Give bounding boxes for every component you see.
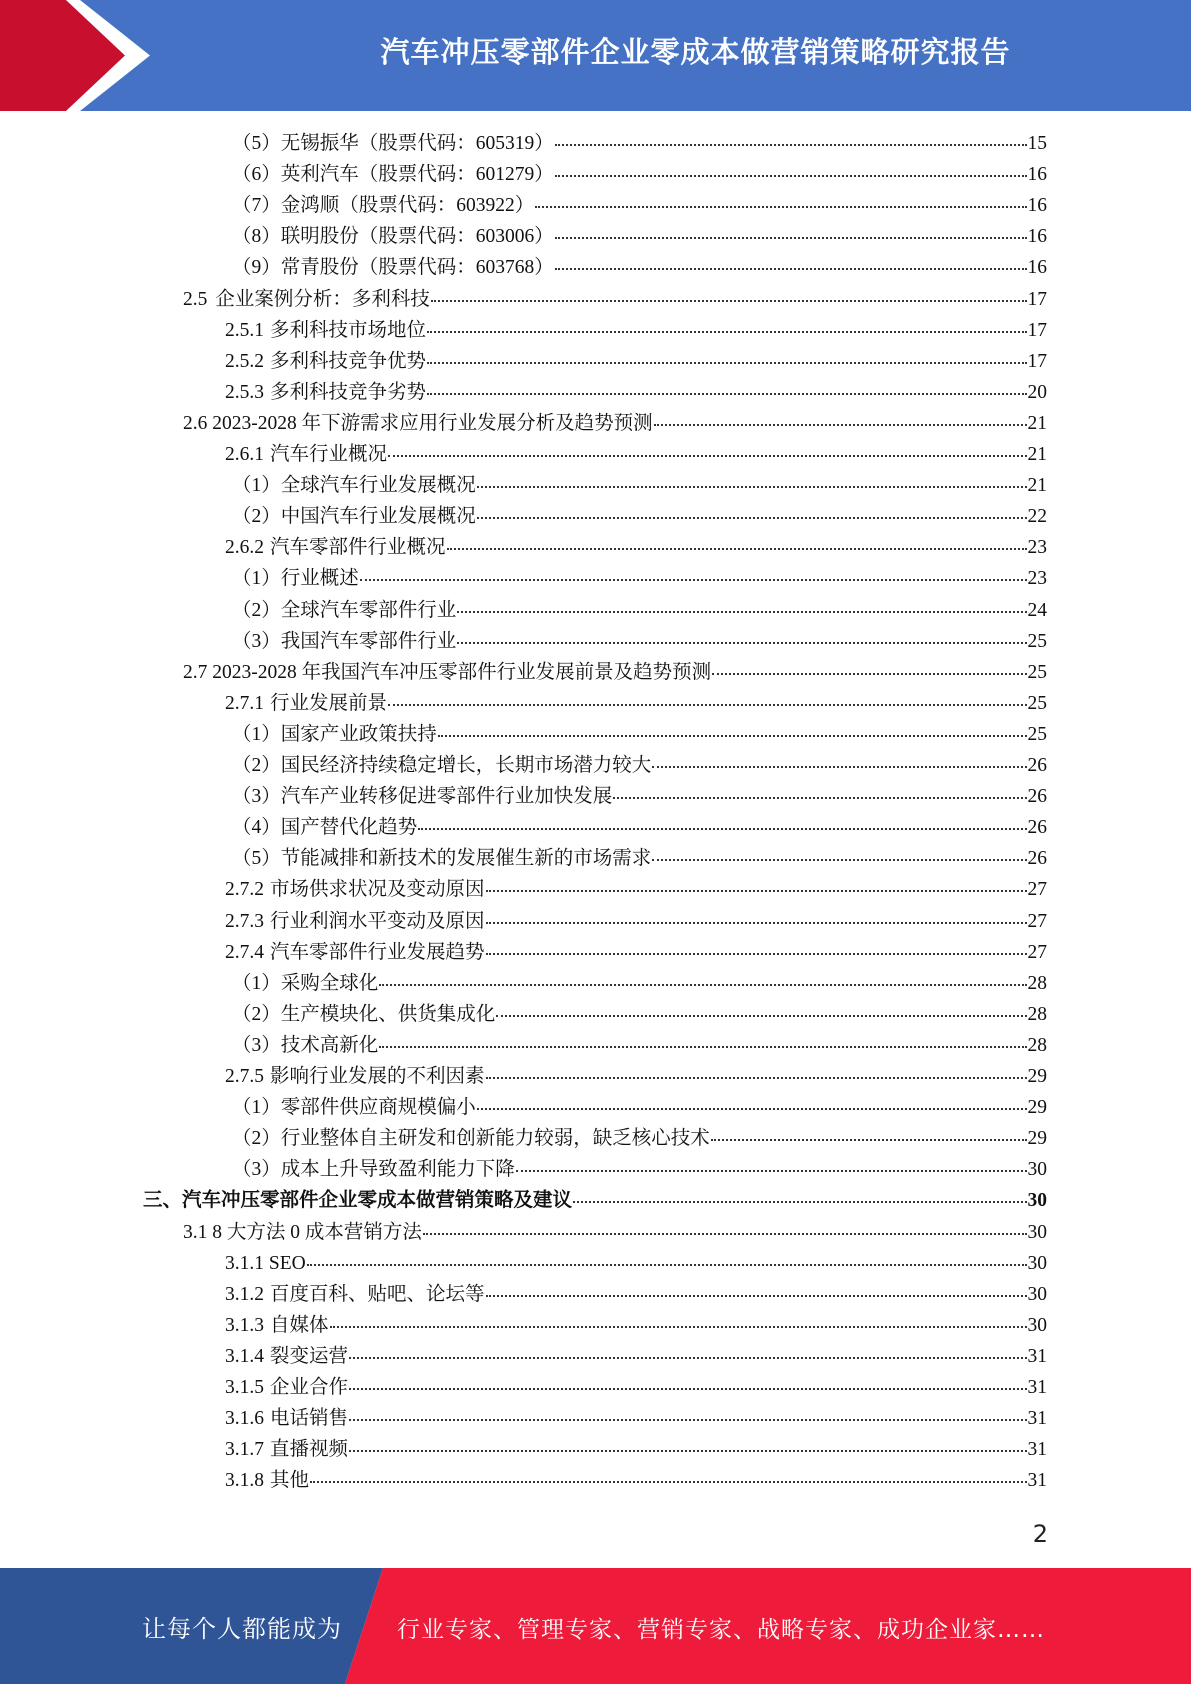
toc-entry-label: （5）节能减排和新技术的发展催生新的市场需求 <box>232 848 652 870</box>
toc-dot-leader <box>535 206 1026 208</box>
toc-dot-leader <box>349 1419 1026 1421</box>
toc-entry-page: 17 <box>1027 288 1047 310</box>
toc-entry-page: 23 <box>1027 537 1047 559</box>
toc-dot-leader <box>379 984 1026 986</box>
toc-entry-page: 16 <box>1027 164 1047 186</box>
toc-entry-page: 26 <box>1027 755 1047 776</box>
toc-dot-leader <box>423 1233 1027 1235</box>
toc-entry-label: （5）无锡振华（股票代码：605319） <box>232 133 554 154</box>
toc-entry[interactable] <box>225 937 1047 968</box>
toc-entry-label: 多利科技竞争优势 <box>270 350 427 372</box>
toc-entry-label: （1）零部件供应商规模偏小 <box>232 1097 476 1119</box>
toc-entry-page: 17 <box>1027 350 1047 372</box>
toc-dot-leader <box>438 735 1027 737</box>
toc-entry[interactable] <box>232 750 1047 781</box>
toc-dot-leader <box>457 611 1026 613</box>
toc-dot-leader <box>486 1295 1027 1297</box>
toc-entry-label: （2）行业整体自主研发和创新能力较弱，缺乏核心技术 <box>232 1128 710 1150</box>
toc-entry[interactable] <box>225 439 1047 470</box>
toc-dot-leader <box>516 1170 1027 1172</box>
toc-entry-page: 29 <box>1027 1066 1047 1087</box>
toc-entry-label: （3）汽车产业转移促进零部件行业加快发展 <box>232 786 613 808</box>
toc-entry-label: 直播视频 <box>270 1439 349 1461</box>
toc-dot-leader <box>477 517 1027 519</box>
toc-entry-label: 自媒体 <box>270 1314 329 1336</box>
toc-entry-page: 21 <box>1027 444 1047 465</box>
toc-entry[interactable] <box>232 719 1047 750</box>
header-chevron-icon <box>0 0 160 111</box>
toc-dot-leader <box>711 1139 1027 1141</box>
toc-entry[interactable] <box>183 408 1047 439</box>
toc-entry-number: 3.1.8 <box>225 1470 264 1492</box>
toc-entry[interactable] <box>232 501 1047 532</box>
toc-entry-page: 17 <box>1027 319 1047 341</box>
toc-entry-page: 31 <box>1027 1439 1047 1461</box>
toc-dot-leader <box>349 1388 1026 1390</box>
toc-entry-number: 2.5.2 <box>225 350 264 372</box>
toc-entry[interactable] <box>232 1030 1047 1061</box>
toc-dot-leader <box>486 953 1027 955</box>
toc-entry[interactable] <box>225 315 1047 346</box>
toc-dot-leader <box>427 331 1026 333</box>
toc-entry[interactable] <box>232 470 1047 501</box>
toc-entry-page: 25 <box>1027 630 1047 652</box>
toc-dot-leader <box>418 828 1026 830</box>
toc-entry-page: 30 <box>1027 1221 1047 1243</box>
toc-dot-leader <box>360 579 1027 581</box>
toc-entry-page: 30 <box>1027 1190 1047 1212</box>
toc-dot-leader <box>712 673 1026 675</box>
toc-dot-leader <box>307 1264 1027 1266</box>
toc-entry-label: （2）国民经济持续稳定增长，长期市场潜力较大 <box>232 755 652 776</box>
toc-entry-label: （3）我国汽车零部件行业 <box>232 630 457 652</box>
footer-slogan-left: 让每个人都能成为 <box>142 1615 342 1643</box>
toc-entry-label: 三、汽车冲压零部件企业零成本做营销策略及建议 <box>143 1190 573 1212</box>
toc-entry[interactable] <box>232 1092 1047 1123</box>
toc-entry-page: 24 <box>1027 599 1047 621</box>
toc-entry[interactable] <box>225 346 1047 377</box>
toc-entry-label: 3.1.1 SEO <box>225 1252 306 1274</box>
toc-entry-label: 市场供求状况及变动原因 <box>270 879 485 901</box>
toc-entry-page: 25 <box>1027 723 1047 745</box>
toc-entry[interactable] <box>225 906 1047 937</box>
toc-entry-page: 25 <box>1027 661 1047 683</box>
toc-entry-number: 3.1.3 <box>225 1314 264 1336</box>
toc-entry[interactable] <box>225 1061 1047 1092</box>
toc-entry-number: 3.1.6 <box>225 1408 264 1430</box>
toc-entry-page: 26 <box>1027 786 1047 808</box>
toc-entry[interactable] <box>183 1217 1047 1248</box>
toc-entry-label: 行业发展前景 <box>270 692 388 714</box>
toc-entry-number: 3.1.4 <box>225 1345 264 1367</box>
toc-entry-page: 30 <box>1027 1252 1047 1274</box>
toc-entry-page: 29 <box>1027 1128 1047 1150</box>
toc-dot-leader <box>555 144 1027 146</box>
toc-entry-label: 多利科技市场地位 <box>270 319 427 341</box>
toc-entry-page: 27 <box>1027 910 1047 932</box>
toc-entry-page: 31 <box>1027 1345 1047 1367</box>
toc-entry-label: （2）中国汽车行业发展概况 <box>232 506 476 528</box>
toc-dot-leader <box>652 766 1026 768</box>
toc-entry[interactable] <box>232 221 1047 252</box>
toc-entry-label: （3）成本上升导致盈利能力下降 <box>232 1159 515 1181</box>
footer-band <box>0 1568 1191 1684</box>
toc-entry-label: 行业利润水平变动及原因 <box>270 910 485 932</box>
toc-entry[interactable] <box>143 1185 1047 1216</box>
toc-dot-leader <box>349 1450 1026 1452</box>
toc-entry-label: 其他 <box>270 1470 310 1492</box>
toc-dot-leader <box>496 1015 1026 1017</box>
toc-entry-page: 27 <box>1027 879 1047 901</box>
toc-entry-page: 29 <box>1027 1097 1047 1119</box>
toc-entry-number: 2.7.1 <box>225 692 264 714</box>
toc-entry[interactable] <box>225 1372 1047 1403</box>
toc-entry-label: （4）国产替代化趋势 <box>232 817 418 839</box>
toc-entry-label: 汽车行业概况 <box>270 444 388 465</box>
header-band <box>0 0 1191 111</box>
toc-entry[interactable] <box>232 1123 1047 1154</box>
toc-entry-label: （1）国家产业政策扶持 <box>232 723 437 745</box>
toc-entry[interactable] <box>225 1248 1047 1279</box>
toc-entry[interactable] <box>225 1310 1047 1341</box>
toc-entry-label: （3）技术高新化 <box>232 1034 379 1056</box>
toc-entry-label: 2.6 2023-2028 年下游需求应用行业发展分析及趋势预测 <box>183 412 653 434</box>
toc-entry-page: 31 <box>1027 1470 1047 1492</box>
toc-entry-label: 汽车零部件行业发展趋势 <box>270 941 485 963</box>
toc-entry[interactable] <box>232 999 1047 1030</box>
document-title: 汽车冲压零部件企业零成本做营销策略研究报告 <box>380 35 1011 69</box>
toc-entry-label: 多利科技竞争劣势 <box>270 381 427 403</box>
toc-entry-label: （6）英利汽车（股票代码：601279） <box>232 164 554 186</box>
toc-entry[interactable] <box>232 843 1047 874</box>
toc-entry[interactable] <box>225 377 1047 408</box>
toc-dot-leader <box>447 548 1027 550</box>
toc-entry[interactable] <box>232 1154 1047 1185</box>
toc-dot-leader <box>652 859 1026 861</box>
toc-dot-leader <box>555 268 1027 270</box>
toc-entry-number: 2.5.3 <box>225 381 264 403</box>
toc-entry[interactable] <box>232 812 1047 843</box>
toc-entry-label: （8）联明股份（股票代码：603006） <box>232 226 554 248</box>
toc-entry-label: （9）常青股份（股票代码：603768） <box>232 257 554 279</box>
toc-entry-page: 20 <box>1027 381 1047 403</box>
toc-entry[interactable] <box>225 532 1047 563</box>
toc-entry[interactable] <box>232 563 1047 594</box>
toc-entry-page: 28 <box>1027 1003 1047 1025</box>
toc-entry-label: （1）采购全球化 <box>232 972 379 994</box>
toc-entry-page: 21 <box>1027 412 1047 434</box>
toc-entry-label: （2）全球汽车零部件行业 <box>232 599 457 621</box>
toc-entry-label: 电话销售 <box>270 1408 349 1430</box>
toc-dot-leader <box>486 1077 1027 1079</box>
toc-entry[interactable] <box>225 1434 1047 1465</box>
toc-entry-page: 30 <box>1027 1283 1047 1305</box>
toc-entry-page: 31 <box>1027 1377 1047 1398</box>
toc-entry-page: 31 <box>1027 1408 1047 1430</box>
toc-entry-page: 16 <box>1027 195 1047 217</box>
toc-entry-number: 2.5.1 <box>225 319 264 341</box>
toc-entry-label: 汽车零部件行业概况 <box>270 537 446 559</box>
toc-dot-leader <box>388 455 1026 457</box>
toc-entry[interactable] <box>225 874 1047 905</box>
toc-entry[interactable] <box>232 595 1047 626</box>
toc-dot-leader <box>555 175 1027 177</box>
toc-dot-leader <box>573 1201 1026 1203</box>
toc-dot-leader <box>654 424 1027 426</box>
toc-entry-page: 27 <box>1027 941 1047 963</box>
toc-entry[interactable] <box>225 1465 1047 1496</box>
toc-entry-page: 25 <box>1027 692 1047 714</box>
toc-entry[interactable] <box>232 190 1047 221</box>
toc-dot-leader <box>310 1481 1026 1483</box>
toc-entry-number: 2.7.3 <box>225 910 264 932</box>
toc-entry-number: 2.5 <box>183 288 208 310</box>
toc-dot-leader <box>427 393 1026 395</box>
toc-entry-number: 3.1.2 <box>225 1283 264 1305</box>
toc-entry-label: 百度百科、贴吧、论坛等 <box>270 1283 485 1305</box>
toc-entry-number: 3.1.5 <box>225 1377 264 1398</box>
toc-entry-label: 3.1 8 大方法 0 成本营销方法 <box>183 1221 422 1243</box>
toc-entry-page: 26 <box>1027 817 1047 839</box>
toc-entry[interactable] <box>225 1341 1047 1372</box>
footer-slogan-right: 行业专家、管理专家、营销专家、战略专家、成功企业家…… <box>397 1617 1045 1643</box>
toc-entry-label: 企业合作 <box>270 1377 349 1398</box>
toc-dot-leader <box>427 362 1026 364</box>
toc-dot-leader <box>486 922 1027 924</box>
page-number: 2 <box>1032 1520 1048 1548</box>
toc-entry-label: 裂变运营 <box>270 1345 349 1367</box>
toc-entry-number: 3.1.7 <box>225 1439 264 1461</box>
toc-entry-number: 2.6.1 <box>225 444 264 465</box>
toc-entry-label: 企业案例分析：多利科技 <box>215 288 430 310</box>
toc-dot-leader <box>486 890 1027 892</box>
toc-entry-page: 16 <box>1027 226 1047 248</box>
toc-dot-leader <box>379 1046 1026 1048</box>
toc-entry-page: 23 <box>1027 568 1047 590</box>
toc-entry-number: 2.7.2 <box>225 879 264 901</box>
toc-entry-label: （1）行业概述 <box>232 568 359 590</box>
toc-dot-leader <box>457 642 1026 644</box>
toc-entry[interactable] <box>225 1279 1047 1310</box>
toc-entry-label: （2）生产模块化、供货集成化 <box>232 1003 496 1025</box>
toc-dot-leader <box>431 300 1027 302</box>
toc-entry[interactable] <box>232 252 1047 283</box>
toc-dot-leader <box>555 237 1027 239</box>
toc-entry[interactable] <box>225 688 1047 719</box>
toc-entry-page: 21 <box>1027 475 1047 497</box>
toc-entry-label: 影响行业发展的不利因素 <box>270 1066 485 1087</box>
toc-entry-number: 2.7.5 <box>225 1066 264 1087</box>
toc-entry[interactable] <box>183 284 1047 315</box>
toc-dot-leader <box>349 1357 1026 1359</box>
toc-entry-page: 28 <box>1027 1034 1047 1056</box>
toc-entry-label: （7）金鸿顺（股票代码：603922） <box>232 195 535 217</box>
toc-entry-label: 2.7 2023-2028 年我国汽车冲压零部件行业发展前景及趋势预测 <box>183 661 712 683</box>
toc-dot-leader <box>330 1326 1027 1328</box>
toc-entry-page: 30 <box>1027 1159 1047 1181</box>
toc-entry[interactable] <box>225 1403 1047 1434</box>
toc-entry-page: 28 <box>1027 972 1047 994</box>
toc-entry-page: 26 <box>1027 848 1047 870</box>
toc-entry-label: （1）全球汽车行业发展概况 <box>232 475 476 497</box>
toc-entry-page: 30 <box>1027 1314 1047 1336</box>
toc-entry-number: 2.7.4 <box>225 941 264 963</box>
toc-entry[interactable] <box>232 159 1047 190</box>
toc-entry[interactable] <box>232 128 1047 159</box>
toc-dot-leader <box>388 704 1026 706</box>
toc-entry[interactable] <box>232 781 1047 812</box>
toc-dot-leader <box>477 1108 1027 1110</box>
toc-entry-page: 22 <box>1027 506 1047 528</box>
toc-entry-page: 15 <box>1027 133 1047 154</box>
toc-entry-number: 2.6.2 <box>225 537 264 559</box>
toc-dot-leader <box>613 797 1026 799</box>
toc-entry[interactable] <box>232 626 1047 657</box>
toc-entry[interactable] <box>183 657 1047 688</box>
toc-entry[interactable] <box>232 968 1047 999</box>
toc-dot-leader <box>477 486 1027 488</box>
toc-entry-page: 16 <box>1027 257 1047 279</box>
